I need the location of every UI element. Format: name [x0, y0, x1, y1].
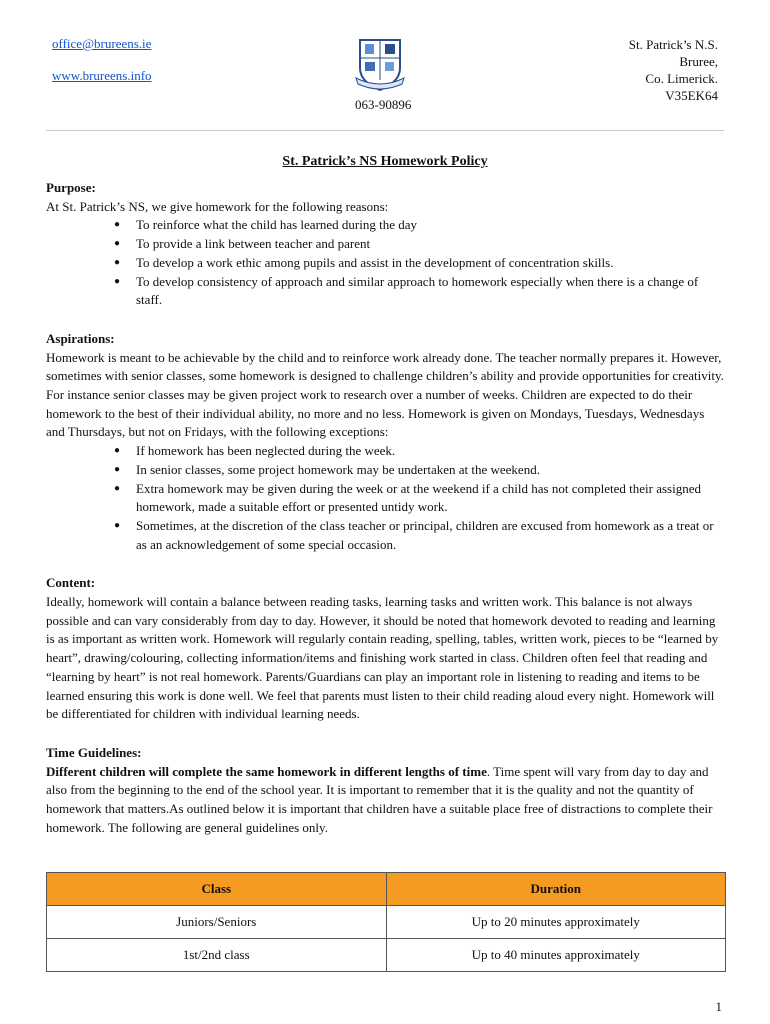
- list-item: [114, 273, 724, 310]
- letterhead: [0, 0, 770, 132]
- list-item-text: Extra homework may be given during the week or at the weekend if a child has not completed their assigned homework, made a suitable effort or presented untidy work.: [136, 480, 701, 515]
- table-cell: 1st/2nd class: [47, 939, 387, 972]
- bullet-icon: ●: [114, 445, 121, 457]
- page-title: St. Patrick’s NS Homework Policy: [282, 154, 488, 169]
- aspirations-heading: Aspirations:: [46, 330, 115, 346]
- table-header-row: [47, 873, 726, 906]
- list-item: [114, 517, 724, 554]
- contact-links: [52, 36, 152, 100]
- list-item-text: To develop consistency of approach and similar approach to homework especially when there is a change of staff.: [136, 273, 699, 308]
- school-address: [629, 36, 718, 104]
- aspirations-body: Homework is meant to be achievable by the child and to reinforce work already done. The teacher normally prepares it. However, sometimes with senior classes, some homework is designed to challenge children’s ability and provide opportunities for creativity. For instance senior classes may be given project work to research over a number of weeks. Children are expected to do their homework to the best of their individual ability, no more and no less. Homework is given on Mondays, Tuesdays, Wednesdays and Thursdays, but not on Fridays, with the following exceptions:: [46, 349, 724, 440]
- bullet-icon: ●: [114, 519, 121, 531]
- time-guidelines-body: [46, 763, 724, 838]
- table-header-duration: Duration: [386, 873, 726, 906]
- list-item-text: If homework has been neglected during the week.: [136, 443, 396, 459]
- list-item: [114, 254, 724, 273]
- bullet-icon: ●: [114, 219, 121, 231]
- bullet-icon: ●: [114, 256, 121, 268]
- list-item: [114, 480, 724, 517]
- bullet-icon: ●: [114, 482, 121, 494]
- list-item: [114, 216, 724, 235]
- bullet-icon: ●: [114, 463, 121, 475]
- address-line: Co. Limerick.: [645, 71, 718, 86]
- bullet-icon: ●: [114, 275, 121, 287]
- table-row: [47, 906, 726, 939]
- time-guidelines-text: . Time spent will vary from day to day and also from the beginning to the end of the school year. It is important to remember that it is the quality and not the quantity of homework that matters.As outlined below it is important that children have a suitable place free of distractions to complete their homework. The following are general guidelines only.: [46, 763, 713, 835]
- list-item: [114, 442, 724, 461]
- time-guidelines-lead: Different children will complete the same homework in different lengths of time: [46, 763, 487, 779]
- table-cell: Juniors/Seniors: [47, 906, 387, 939]
- homework-time-table: [46, 872, 726, 972]
- header-divider: [46, 130, 724, 131]
- bullet-icon: ●: [114, 238, 121, 250]
- email-link[interactable]: office@brureens.ie: [52, 36, 152, 51]
- address-line: St. Patrick’s N.S.: [628, 37, 718, 52]
- page-number: 1: [715, 999, 722, 1014]
- content-heading: Content:: [46, 575, 96, 591]
- list-item-text: In senior classes, some project homework may be undertaken at the weekend.: [136, 461, 540, 477]
- school-crest-icon: [352, 34, 408, 94]
- list-item-text: To develop a work ethic among pupils and assist in the development of concentration skills.: [136, 254, 614, 270]
- table-header-class: Class: [47, 873, 387, 906]
- list-item: [114, 461, 724, 480]
- address-line: V35EK64: [665, 88, 718, 103]
- aspirations-list: [46, 442, 724, 554]
- phone-number: 063-90896: [355, 97, 412, 112]
- document-body: [46, 153, 724, 838]
- table-cell: Up to 40 minutes approximately: [386, 939, 726, 972]
- list-item-text: To reinforce what the child has learned during the day: [136, 217, 418, 233]
- purpose-list: [46, 216, 724, 310]
- purpose-intro: At St. Patrick’s NS, we give homework for the following reasons:: [46, 198, 389, 214]
- website-link[interactable]: www.brureens.info: [52, 68, 152, 83]
- time-guidelines-heading: Time Guidelines:: [46, 744, 142, 760]
- address-line: Bruree,: [679, 54, 718, 69]
- table-row: [47, 939, 726, 972]
- list-item: [114, 235, 724, 254]
- table-cell: Up to 20 minutes approximately: [386, 906, 726, 939]
- list-item-text: To provide a link between teacher and parent: [136, 236, 371, 252]
- content-body: Ideally, homework will contain a balance between reading tasks, learning tasks and written work. This balance is not always possible and can vary considerably from day to day. However, it should be noted that homework devoted to reading and learning is as important as written work. Homework will regularly contain reading, spelling, tables, written work, pieces to be “learned by heart”, drawing/colouring, collecting information/items and finishing work started in class. Children often feel that reading and “learning by heart” is not real homework. Parents/Guardians can play an important role in listening to reading and items to be learned ensuring this work is done well. We feel that parents must listen to their child reading aloud every night. Homework will be differentiated for children with individual learning needs.: [46, 594, 719, 722]
- purpose-heading: Purpose:: [46, 180, 96, 195]
- list-item-text: Sometimes, at the discretion of the class teacher or principal, children are excused from homework as a treat or as an acknowledgement of some special occasion.: [136, 517, 714, 552]
